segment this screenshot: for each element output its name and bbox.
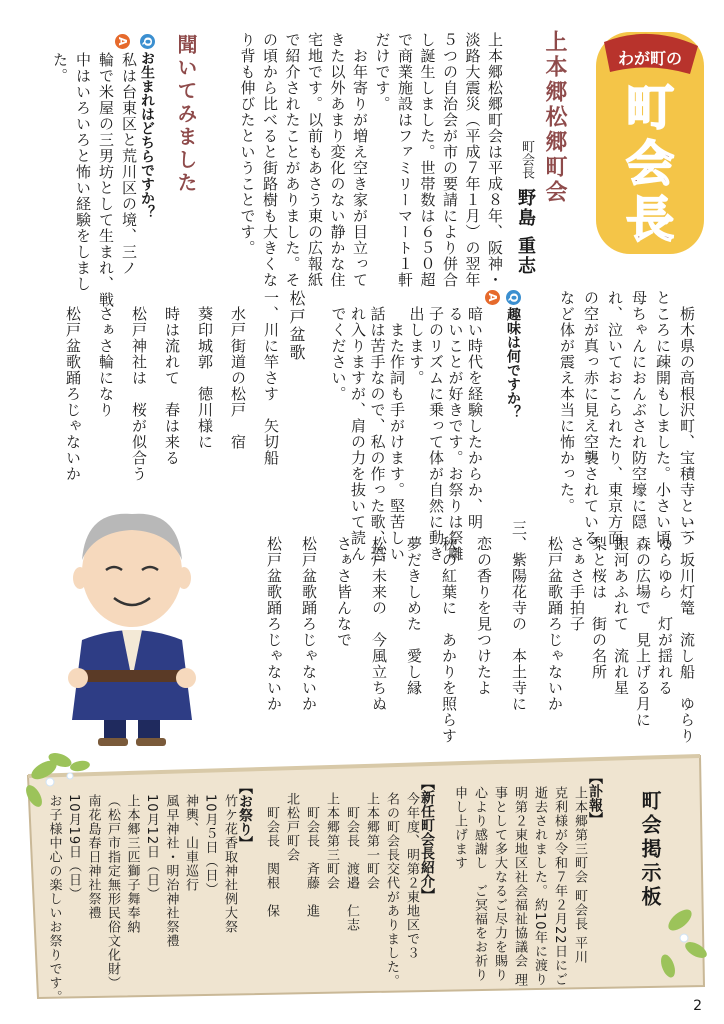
obituary-text xyxy=(446,786,586,991)
text-column: 申し上げます xyxy=(452,786,467,870)
text-column: れ、泣いておこられたり、東京方面 xyxy=(606,290,624,546)
text-column: 恋の香りを見つけたよ xyxy=(475,520,493,696)
text-column: 風早神社・明治神社祭禮 xyxy=(163,794,179,948)
text-column: 事として多大なるご尽力を賜り xyxy=(492,786,507,982)
text-column: 町会長 関根 保 xyxy=(264,792,279,918)
text-column: きた以外あまり変化のない静かな住 xyxy=(328,32,347,288)
question-1 xyxy=(140,34,155,219)
chief-role: 町会長 xyxy=(519,140,534,179)
text-column: 中はいろいろと怖い経験をしまし xyxy=(74,52,92,292)
text-column: るいことが好きです。お祭りは祭囃 xyxy=(446,306,465,562)
text-column: 松戸未来の 今風立ちぬ xyxy=(370,520,388,712)
text-column: （松戸市指定無形民俗文化財） xyxy=(105,794,120,990)
text-column: の頃から比べると街路樹も大きくな xyxy=(261,32,279,288)
text-column: 上本郷第一町会 xyxy=(364,792,379,890)
text-column: れ入りますが、肩の力を抜いて読ん xyxy=(349,306,367,562)
text-column: 銀河あふれて 流れ星 xyxy=(612,520,630,696)
text-column: 克利様が令和７年２月22日にご xyxy=(552,786,567,987)
text-column: 二、坂川灯篭 流し船 ゆらり xyxy=(678,520,696,744)
festival-heading: 【お祭り】 xyxy=(237,780,253,850)
text-column: 上本郷第三町会 xyxy=(324,792,339,890)
question-2 xyxy=(506,290,521,419)
text-column: 栃木県の高根沢町、宝積寺という xyxy=(678,290,696,546)
article-title: 上本郷松郷町会 xyxy=(542,30,567,205)
text-column: 今年度、明第２東地区で３ xyxy=(404,792,419,960)
text-column: 松戸神社は 桜が似合う xyxy=(130,290,148,482)
text-column: お子様中心の楽しいお祭りです。 xyxy=(46,794,62,1004)
text-column: り背も伸びたということです。 xyxy=(238,32,257,256)
text-column: ところに疎開もしました。小さい頃、 xyxy=(654,290,672,562)
text-column: 輪で米屋の三男坊として生まれ、戦 xyxy=(97,52,115,308)
answer-2-text xyxy=(329,306,484,562)
bulletin-title: 町会掲示板 xyxy=(638,790,662,910)
belt xyxy=(80,670,184,682)
a-icon: A xyxy=(115,34,130,49)
text-column: 三、紫陽花寺の 本土寺に xyxy=(510,520,528,712)
song-verse-2 xyxy=(540,520,696,744)
text-column: でください。 xyxy=(329,306,348,402)
text-column: 上本郷松郷町会は平成８年、阪神・ xyxy=(486,32,504,288)
text-column: の空が真っ赤に見え空襲されている xyxy=(582,290,600,546)
text-column: 町会長 斉藤 進 xyxy=(304,792,319,918)
new-chief-text xyxy=(258,792,418,992)
text-column: 水戸街道の松戸 宿 xyxy=(229,290,247,450)
logo-large-char-2: 会 xyxy=(625,136,675,192)
text-column: ５つの自治会が市の要請により併合 xyxy=(441,32,459,288)
text-column: 明第２東地区社会福祉協議会 理 xyxy=(512,786,527,988)
text-column: 上本郷三匹獅子舞奉納 xyxy=(124,794,140,934)
text-column: 松戸盆歌踊ろじゃないか xyxy=(64,290,82,482)
interview-heading: 聞いてみました xyxy=(174,34,198,195)
festival-text xyxy=(40,794,237,1004)
text-column: さぁさ皆んなで xyxy=(335,520,353,648)
text-column: 南花島春日神社祭禮 xyxy=(85,794,101,920)
text-column: 話は苦手なので、私の作った歌、恐 xyxy=(368,306,387,562)
answer-2-marker xyxy=(484,290,500,307)
text-column: 宅地です。以前もあさう東の広報紙 xyxy=(306,32,324,288)
page-number: 2 xyxy=(693,998,702,1014)
text-column: 森の広場で 見上げる月に xyxy=(634,520,652,728)
town-chief-logo xyxy=(590,28,710,258)
song-verse-1 xyxy=(40,290,278,515)
intro-text xyxy=(232,32,504,288)
a-icon: A xyxy=(485,290,500,305)
text-column: 出します。 xyxy=(407,306,426,386)
logo-small-text: わが町の xyxy=(617,49,683,68)
text-column: 子のリズムに乗って体が自然に動き xyxy=(427,306,445,562)
text-column: で商業施設はファミリーマート１軒 xyxy=(396,32,414,288)
text-column: 神輿、山車巡行 xyxy=(183,794,198,892)
answer-1-marker xyxy=(114,34,130,51)
song-verse-3 xyxy=(226,520,528,744)
text-column: 逝去されました。約10年に渡り xyxy=(532,786,547,987)
new-chief-heading: 【新任町会長紹介】 xyxy=(419,776,435,902)
text-column: など体が震え本当に怖かった。 xyxy=(558,290,576,514)
chief-illustration xyxy=(52,500,212,750)
text-column: 上本郷第三町会 町会長 平川 xyxy=(572,786,587,965)
q-icon: Q xyxy=(506,290,521,305)
text-column: で紹介されたことがありました。そ xyxy=(283,32,302,288)
text-column: 10月12日（日） xyxy=(144,794,159,902)
chief-name: 野島 重志 xyxy=(515,188,536,277)
text-column: ゆらゆら 灯が揺れる xyxy=(656,520,674,696)
text-column: 夢だきしめた 愛し縁 xyxy=(405,520,423,696)
text-column: 梨と桜は 街の名所 xyxy=(590,520,608,680)
text-column: お年寄りが増え空き家が目立って xyxy=(351,32,369,288)
text-column: 松戸盆歌踊ろじゃないか xyxy=(265,520,283,712)
text-column: 私は台東区と荒川区の境、三ノ xyxy=(120,52,138,276)
text-column: 時は流れて 春は来る xyxy=(163,290,181,466)
text-column: た。 xyxy=(51,52,69,84)
obituary-heading: 【訃報】 xyxy=(587,770,603,826)
text-column: 淡路大震災（平成７年１月）の翌年 xyxy=(463,32,482,288)
question-2-text: 趣味は何ですか？ xyxy=(505,307,521,419)
text-column: 一、川に竿さす 矢切船 xyxy=(262,290,280,466)
question-1-text: お生まれはどちらですか？ xyxy=(139,51,155,219)
text-column: 心より感謝し ご冥福をお祈り xyxy=(472,786,487,982)
text-column: また作詞も手がけます。堅苦しい xyxy=(388,306,406,562)
text-column: 町会長 渡邉 仁志 xyxy=(344,792,359,932)
text-column: 名の町会長交代がありました。 xyxy=(384,792,399,988)
text-column: だけです。 xyxy=(373,32,392,112)
text-column: 暗い時代を経験したからか、明 xyxy=(466,306,484,530)
answer-1-text xyxy=(40,52,138,308)
text-column: 葵印城郭 徳川様に xyxy=(196,290,214,450)
text-column: 10月19日（日） xyxy=(66,794,81,902)
q-icon: Q xyxy=(140,34,155,49)
text-column: 北松戸町会 xyxy=(284,792,299,862)
text-column: し誕生しました。世帯数は６５０超 xyxy=(418,32,437,288)
text-column: 秋の紅葉に あかりを照らす xyxy=(440,520,458,744)
text-column: 竹ケ花香取神社例大祭 xyxy=(222,794,237,934)
answer-1-continued xyxy=(546,290,696,562)
logo-large-char-3: 長 xyxy=(625,192,675,248)
text-column: 母ちゃんにおんぶされ防空壕に隠 xyxy=(630,290,648,530)
text-column: さぁさ手拍子 xyxy=(568,520,586,632)
text-column: さぁさ輪になり xyxy=(97,290,115,418)
song-title: 松戸盆歌 xyxy=(287,290,306,362)
text-column: 松戸盆歌踊ろじゃないか xyxy=(300,520,318,712)
logo-large-char-1: 町 xyxy=(625,80,675,136)
text-column: 松戸盆歌踊ろじゃないか xyxy=(546,520,564,712)
text-column: 10月５日（日） xyxy=(202,794,218,897)
